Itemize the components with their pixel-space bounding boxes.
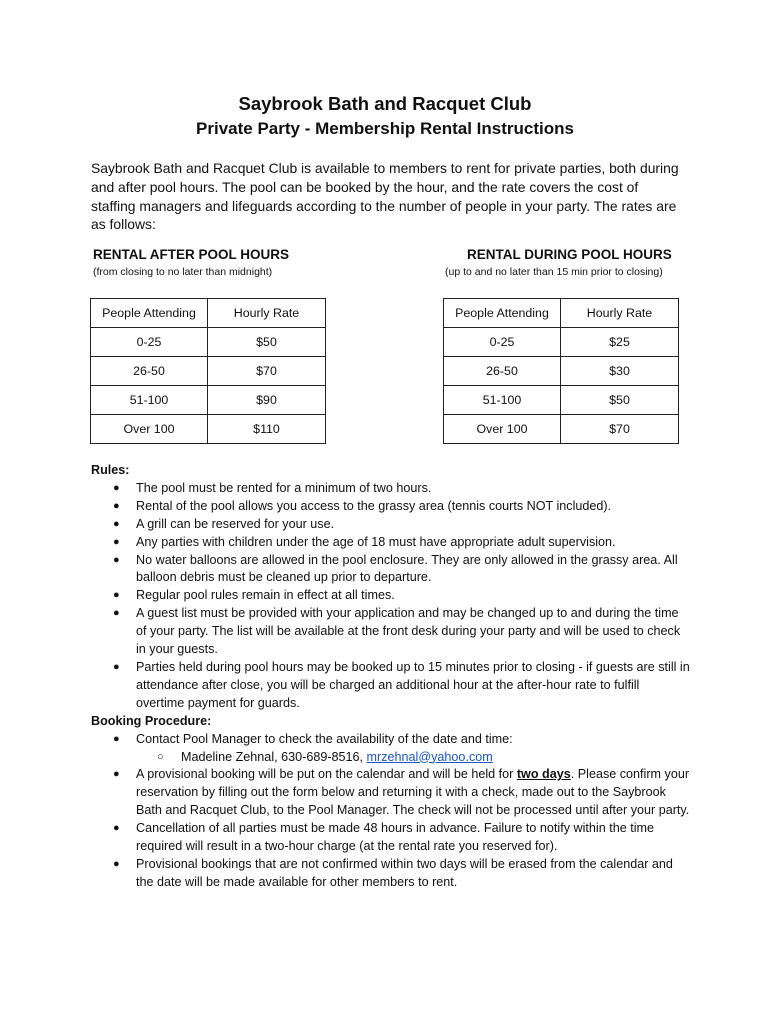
table-cell: $30: [561, 357, 679, 386]
bullet-icon: ●: [113, 589, 120, 602]
circle-bullet-icon: ○: [157, 750, 164, 763]
table-cell: $50: [208, 328, 326, 357]
table-row: [444, 415, 679, 444]
bullet-icon: ●: [113, 857, 120, 870]
page-subtitle: Private Party - Membership Rental Instructions: [196, 119, 574, 138]
manager-contact-text: Madeline Zehnal, 630-689-8516,: [181, 749, 367, 764]
table-cell: 51-100: [91, 386, 208, 415]
list-item: [91, 820, 691, 856]
bullet-icon: ●: [113, 535, 120, 548]
rule-text: No water balloons are allowed in the pool enclosure. They are only allowed in the grassy area. All balloon debris must be cleaned up prior to departure.: [136, 552, 678, 585]
after-hours-heading: RENTAL AFTER POOL HOURS: [93, 247, 290, 262]
booking-list: [91, 731, 691, 749]
list-item: [91, 516, 691, 534]
rule-text: The pool must be rented for a minimum of two hours.: [136, 480, 432, 495]
table-cell: $70: [561, 415, 679, 444]
list-item: [91, 552, 691, 588]
header-cell: Hourly Rate: [561, 299, 679, 328]
table-row: [91, 357, 326, 386]
list-item: [91, 498, 691, 516]
table-cell: Over 100: [444, 415, 561, 444]
list-item: [91, 766, 691, 820]
bullet-icon: ●: [113, 481, 120, 494]
header-cell: People Attending: [444, 299, 561, 328]
rule-text: Rental of the pool allows you access to the grassy area (tennis courts NOT included).: [136, 498, 612, 513]
page-title: Saybrook Bath and Racquet Club: [238, 93, 532, 114]
rule-text: Parties held during pool hours may be booked up to 15 minutes prior to closing - if guests are still in attendance after close, you will be charged an additional hour at the after-hour rate to fulfill overtime payment for guards.: [136, 659, 690, 710]
rules-list: [91, 480, 691, 713]
intro-paragraph: Saybrook Bath and Racquet Club is available to members to rent for private parties, both during and after pool hours. The pool can be booked by the hour, and the rate covers the cost of staffing managers and lifeguards according to the number of people in your party. The rates are as follows:: [91, 160, 679, 233]
bullet-icon: ●: [113, 517, 120, 530]
table-row: [444, 386, 679, 415]
rules-and-booking-section: [91, 462, 691, 892]
manager-email-link[interactable]: mrzehnal@yahoo.com: [366, 749, 493, 764]
list-item: [91, 605, 691, 659]
after-hours-rate-table: [90, 298, 326, 444]
bullet-icon: ●: [113, 553, 120, 566]
header-cell: People Attending: [91, 299, 208, 328]
table-row: [444, 328, 679, 357]
table-row: [444, 357, 679, 386]
table-cell: $110: [208, 415, 326, 444]
cancellation-text: Cancellation of all parties must be made 48 hours in advance. Failure to notify within the time required will result in a two-hour charge (at the rental rate you reserved for).: [136, 821, 655, 854]
bullet-icon: ●: [113, 660, 120, 673]
table-row: [91, 328, 326, 357]
table-cell: 26-50: [444, 357, 561, 386]
rule-text: Regular pool rules remain in effect at all times.: [136, 588, 395, 603]
table-cell: 0-25: [444, 328, 561, 357]
table-cell: $90: [208, 386, 326, 415]
after-hours-note: (from closing to no later than midnight): [93, 266, 273, 278]
rule-text: A guest list must be provided with your application and may be changed up to and during the time of your party. The list will be available at the front desk during your party and will be used to check in your guests.: [136, 606, 681, 657]
booking-contact-text: Contact Pool Manager to check the availability of the date and time:: [136, 731, 513, 746]
table-row: [91, 415, 326, 444]
table-cell: $25: [561, 328, 679, 357]
table-header-row: [444, 299, 679, 328]
provisional-text-start: A provisional booking will be put on the calendar and will be held for: [136, 767, 517, 782]
list-item: [91, 856, 691, 892]
table-cell: $70: [208, 357, 326, 386]
rules-heading: Rules:: [91, 463, 130, 477]
two-days-emphasis: two days: [516, 767, 571, 782]
list-item: [91, 587, 691, 605]
booking-heading: Booking Procedure:: [91, 713, 212, 728]
during-hours-note: (up to and no later than 15 min prior to closing): [445, 266, 663, 278]
header-cell: Hourly Rate: [208, 299, 326, 328]
bullet-icon: ●: [113, 499, 120, 512]
table-cell: 0-25: [91, 328, 208, 357]
unconfirmed-text: Provisional bookings that are not confirmed within two days will be erased from the calendar and the date will be made available for other members to rent.: [136, 856, 673, 889]
bullet-icon: ●: [113, 607, 120, 620]
booking-list-continued: [91, 766, 691, 891]
table-cell: $50: [561, 386, 679, 415]
during-hours-rate-table: [443, 298, 679, 444]
during-hours-heading: RENTAL DURING POOL HOURS: [467, 247, 672, 262]
table-cell: Over 100: [91, 415, 208, 444]
list-item: [91, 534, 691, 552]
contact-sublist: [91, 749, 691, 767]
list-item: [91, 659, 691, 713]
table-row: [91, 386, 326, 415]
rule-text: A grill can be reserved for your use.: [136, 516, 335, 531]
list-item: [91, 731, 691, 749]
provisional-text-end: . Please confirm your reservation by filling out the form below and returning it with a check, made out to the Saybrook Bath and Racquet Club, to the Pool Manager. The check will not be processed until after your party.: [136, 767, 690, 818]
list-item: [91, 749, 691, 767]
bullet-icon: ●: [113, 822, 120, 835]
table-header-row: [91, 299, 326, 328]
bullet-icon: ●: [113, 732, 120, 745]
rule-text: Any parties with children under the age of 18 must have appropriate adult supervision.: [136, 534, 616, 549]
bullet-icon: ●: [113, 768, 120, 781]
table-cell: 26-50: [91, 357, 208, 386]
list-item: [91, 480, 691, 498]
table-cell: 51-100: [444, 386, 561, 415]
